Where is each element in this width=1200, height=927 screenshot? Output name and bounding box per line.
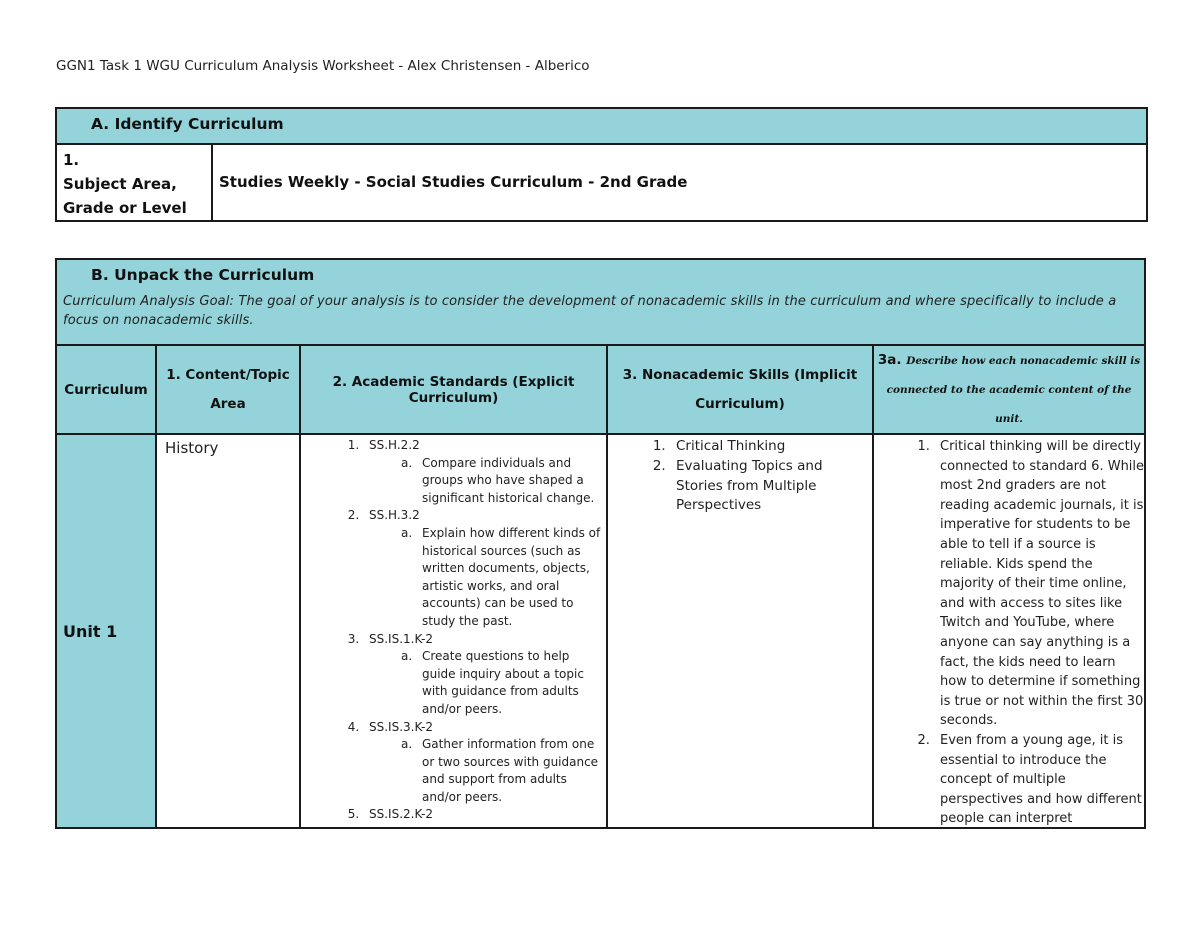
unpack-curriculum-table <box>55 258 1146 829</box>
col-header-content-topic <box>156 345 300 434</box>
col-header-academic-standards <box>300 345 607 434</box>
col-header-3a-description: Describe how each nonacademic skill is connected to the academic content of the unit. <box>886 355 1141 425</box>
skill-item: 1. Critical Thinking <box>670 437 872 457</box>
col-header-skills-line2: Curriculum) <box>695 395 785 412</box>
content-topic: History <box>165 439 219 457</box>
skill-item: 2. Evaluating Topics and Stories from Multiple Perspectives <box>670 457 872 516</box>
col-header-3a-prefix: 3a. <box>877 352 902 368</box>
standard-code: SS.IS.1.K-2 <box>369 631 434 646</box>
skill-connection-cell <box>873 434 1145 828</box>
standard-item <box>363 507 606 630</box>
col-header-curriculum <box>56 345 156 434</box>
standard-item <box>363 631 606 719</box>
standard-code: SS.IS.2.K-2 <box>369 807 434 822</box>
connection-item: 1. Critical thinking will be directly connected to standard 6. While most 2nd graders are not reading academic journals, it is imperative for students to be able to tell if a source is reliable. Kids spend the majority of their time online, and with access to sites like Twitch and YouTube, where anyone can say anything is a fact, the kids need to learn how to determine if something is true or not within the first 30 seconds. <box>934 437 1144 731</box>
standard-description: a. Create questions to help guide inquiry about a topic with guidance from adults and/or peers. <box>416 648 606 718</box>
document-title: GGN1 Task 1 WGU Curriculum Analysis Worksheet - Alex Christensen - Alberico <box>56 58 590 74</box>
academic-standards-cell <box>300 434 607 828</box>
section-a-title: A. Identify Curriculum <box>91 115 284 133</box>
standard-item <box>363 437 606 507</box>
standard-description: a. Explain how different kinds of historical sources (such as written documents, objects, artistic works, and oral accounts) can be used to study the past. <box>416 525 606 631</box>
unit-label: Unit 1 <box>63 621 118 641</box>
section-b-header <box>56 259 1145 345</box>
subject-label-line: Subject Area, <box>63 175 177 193</box>
analysis-goal-text: Curriculum Analysis Goal: The goal of your analysis is to consider the development of nonacademic skills in the curriculum and where specifically to include a focus on nonacademic skills. <box>63 294 1117 328</box>
col-header-content-line1: 1. Content/Topic <box>166 366 290 383</box>
col-header-skills-line1: 3. Nonacademic Skills (Implicit <box>622 366 858 383</box>
standard-code: SS.H.2.2 <box>369 438 420 452</box>
section-a-header <box>56 108 1147 144</box>
connection-item: 2. Even from a young age, it is essential to introduce the concept of multiple perspectives and how different people can interpret <box>934 731 1144 827</box>
col-header-standards-label: 2. Academic Standards (Explicit Curriculum) <box>332 373 575 406</box>
subject-area-value-cell <box>212 144 1147 221</box>
connections-list <box>874 437 1144 827</box>
subject-label-number: 1. <box>63 151 80 169</box>
col-header-nonacademic-skills <box>607 345 873 434</box>
standard-item <box>363 719 606 807</box>
standard-description: a. Gather information from one or two sources with guidance and support from adults and/or peers. <box>416 736 606 806</box>
subject-area-value: Studies Weekly - Social Studies Curriculum - 2nd Grade <box>219 173 688 191</box>
content-topic-cell <box>156 434 300 828</box>
col-header-content-line2: Area <box>210 395 246 412</box>
col-header-skill-connection <box>873 345 1145 434</box>
standard-description: a. Compare individuals and groups who have shaped a significant historical change. <box>416 455 606 508</box>
section-b-title: B. Unpack the Curriculum <box>91 266 315 284</box>
identify-curriculum-table <box>55 107 1148 222</box>
standard-code: SS.IS.3.K-2 <box>369 719 434 734</box>
standards-list <box>301 437 606 824</box>
grade-label-line: Grade or Level <box>63 199 187 217</box>
col-header-curriculum-label: Curriculum <box>64 381 148 398</box>
standard-code: SS.H.3.2 <box>369 508 420 523</box>
unit-label-cell <box>56 434 156 828</box>
standard-item <box>363 806 606 824</box>
skills-list <box>608 437 872 516</box>
subject-area-label <box>56 144 212 221</box>
nonacademic-skills-cell <box>607 434 873 828</box>
